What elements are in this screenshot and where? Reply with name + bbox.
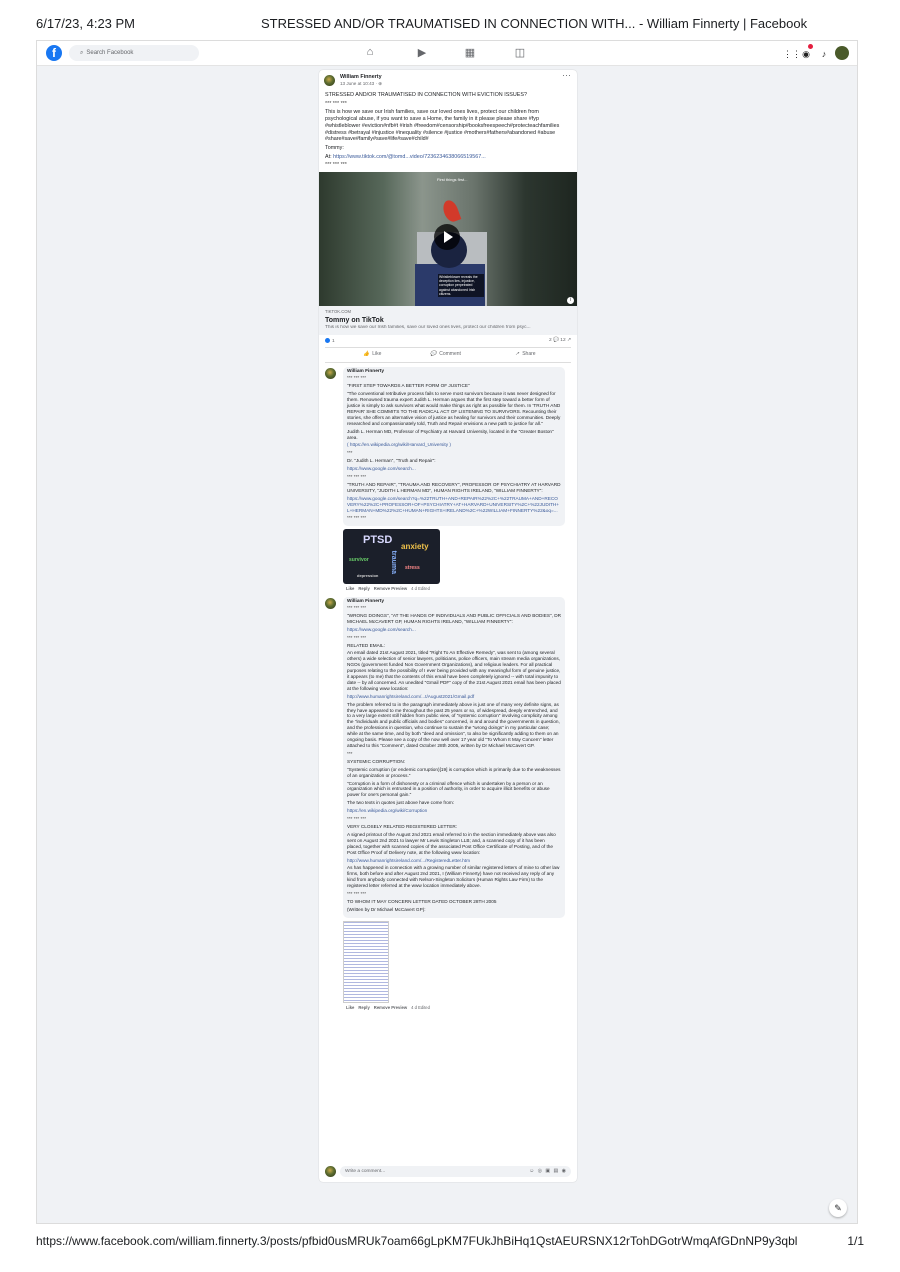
post-tommy: Tommy: [325,144,344,151]
composer-avatar[interactable] [325,1166,336,1177]
comment-paragraph: The problem referred to in the paragraph immediately above is just one of many very definite signs, as they have appeared to me throughout the past 25 years or so, of widespread, deeply entrenched, and to a very large extent still hidden from public view, of "systemic corruption" involving complicity among the "individuals and public officials and bodies" concerned, in and around the governments in question, and the professions in question, who continue to sustain the "wrong doings" in my particular case; while at the same time, and by both "deed and omission", to also be significantly adding to them on an ongoing basis. Please see a copy of the now well over 17 year old "To Whom It May Concern" letter attached to this "Comment", dated October 28th 2005, written by Dr Michael McCavert GP. [347,701,560,749]
play-icon[interactable] [434,224,460,250]
separator: *** *** *** [325,100,347,107]
comment-meta [346,1005,565,1012]
comment-link[interactable]: http://www.humanrightsireland.com/.../RegisteredLetter.htm [347,857,470,863]
marketplace-icon[interactable]: ▦ [464,47,476,59]
like-button[interactable]: 👍 Like [363,351,382,358]
menu-grid-icon[interactable]: ⋮⋮ [783,49,801,59]
info-icon[interactable]: i [567,297,574,304]
search-input[interactable] [69,45,199,61]
letter-document-image[interactable] [343,921,389,1003]
facebook-logo-icon[interactable]: f [46,45,62,61]
comment-title: "WRONG DOINGS", "AT THE HANDS OF INDIVIDUALS AND PUBLIC OFFICIALS AND BODIES", DR MICHAEL McCAVERT GP, HUMAN RIGHTS IRELAND, "WILLIAM FINNERTY": [347,612,561,624]
word-cloud-word: survivor [349,557,369,564]
separator: *** *** *** [325,162,347,169]
comment-share-counts[interactable]: 2 💬 12 ↗ [549,338,571,344]
separator: *** *** *** [347,634,367,640]
like-reaction-icon [325,338,330,343]
remove-preview-button[interactable]: Remove Preview [373,1004,408,1010]
comment-button[interactable]: 💬 Comment [430,351,461,358]
more-options-icon[interactable]: ··· [562,70,571,80]
print-datetime: 6/17/23, 4:23 PM [36,16,136,31]
word-cloud-word: anxiety [401,542,429,552]
comment-paragraph: "The conventional retributive process fails to serve most survivors because it was never designed for them. Renowned trauma expert Judith L. Herman argues that the first step toward a better form of justice is simply to ask survivors what would make things as right as possible for them. In 'TRUTH AND REPAIR' SHE COMMITS TO THE RADICAL ACT OF LISTENING TO SURVIVORS. Recounting their stories, she offers an alternative vision of justice as healing for survivors and their communities. Deeply researched and compassionately told, Truth and Repair envisions a new path to justice for all." [347,391,561,426]
video-caption: Whistleblower reveals the deception lies, injustice, corruption perpetrated against abandoned Irish citizens. [438,274,484,297]
separator: *** *** *** [347,474,367,480]
home-icon[interactable]: ⌂ [366,46,374,58]
separator: *** *** *** [347,604,367,610]
comment-paragraph: "TRUTH AND REPAIR", "TRAUMA AND RECOVERY", PROFESSOR OF PSYCHIATRY AT HARVARD UNIVERSITY, "JUDITH L HERMAN MD", HUMAN RIGHTS IRELAND, "WILLIAM FINNERTY": [347,481,561,493]
comment-link[interactable]: https://en.wikipedia.org/wiki/Corruption [347,808,428,814]
share-button[interactable]: ↗ Share [515,351,536,358]
search-icon: ⌕ [80,50,84,56]
comment-heading: TO WHOM IT MAY CONCERN LETTER DATED OCTOBER 28TH 2005 [347,898,497,904]
comment-bubble [343,367,565,526]
comment-edited[interactable]: Edited [418,586,430,592]
video-icon[interactable]: ▶ [417,47,427,59]
comment-author[interactable]: William Finnerty [347,369,385,375]
link-description: This is how we save our Irish families, save our loved ones lives, protect our children from psyc... [325,324,531,330]
thumbs-up-icon: 👍 [363,351,370,358]
comment-paragraph: The two texts in quotes just above have come from: [347,800,455,806]
post-heading: STRESSED AND/OR TRAUMATISED IN CONNECTION WITH EVICTION ISSUES? [325,92,527,98]
comment-link[interactable]: https://www.google.com/search?q=%22TRUTH+AND+REPAIR%22%2C+%22TRAUMA+AND+RECOVERY%22%2C+PROFESSOR+OF+PSYCHIATRY+AT+HARVARD+UNIVERSITY%2C+%22JUDITH+L+HERMAN+MD%22%2C+HUMAN+RIGHTS+IRELAND%2C+%22WILLIAM+FINNERTY%22&oq=... [347,495,560,513]
comment-link[interactable]: https://www.google.com/search... [347,466,416,472]
post-header [319,70,577,92]
account-avatar[interactable] [835,46,849,60]
ptsd-word-cloud-image[interactable] [343,529,440,584]
comment-edited[interactable]: Edited [418,1004,430,1010]
comment-link[interactable]: http://www.humanrightsireland.com/...t/August2021/Gmail.pdf [347,693,475,699]
comment-paragraph: "Systemic corruption (or endemic corruption)[19] is corruption which is primarily due to the weaknesses of an organization or process." [347,766,561,778]
link-domain: TIKTOK.COM [325,309,351,315]
comment-input-placeholder: Write a comment... [345,1169,386,1174]
comment-paragraph: Judith L. Herman MD, Professor of Psychiatry at Harvard University, located in the "Greater Boston" area. [347,428,554,440]
flower-shape [441,198,462,223]
post-body [319,92,577,169]
like-count[interactable]: 1 [325,338,335,345]
separator: *** [347,450,353,456]
comment-heading: RELATED EMAIL: [347,642,385,648]
author-avatar[interactable] [324,75,335,86]
separator: *** *** *** [347,891,367,897]
comment [319,597,577,1011]
new-message-icon[interactable]: ✎ [829,1199,847,1217]
comment-heading: VERY CLOSELY RELATED REGISTERED LETTER: [347,823,458,829]
video-top-text: First things first... [437,177,468,183]
comment-paragraph: As has happened in connection with a growing number of similar registered letters of mine to other law firms, both before and after August 2nd 2021, I (William Finnerty) have not received any reply of any kind from anybody connected with Nelson-Singleton Solicitors (Human Rights Law Firm) to the registered letter referred at the www location immediately above. [347,865,560,889]
print-header [36,16,864,36]
comment-input[interactable] [340,1166,571,1177]
share-icon: ↗ [515,351,520,358]
account-controls [778,44,849,62]
comment-heading: (Written by Dr Michael McCavert GP): [347,906,426,912]
notifications-icon[interactable]: ♪ [821,49,827,59]
composer-icons[interactable]: ☺ ◎ ▣ ▤ ◉ [529,1168,567,1174]
post-meta[interactable]: 13 June at 10:43 · ⊕ [340,81,383,86]
comment [319,367,577,593]
print-title: STRESSED AND/OR TRAUMATISED IN CONNECTION WITH... - William Finnerty | Facebook [261,16,808,31]
comment-composer [325,1166,571,1177]
word-cloud-word: stress [405,565,420,572]
comment-avatar[interactable] [325,368,336,379]
post-link[interactable]: https://www.tiktok.com/@tomd...video/7236234638066519567... [333,153,486,160]
separator: *** *** *** [347,515,367,521]
link-title: Tommy on TikTok [325,316,384,324]
post-author[interactable]: William Finnerty [340,74,382,80]
search-placeholder: Search Facebook [86,50,134,56]
separator: *** *** *** [347,816,367,822]
link-preview[interactable] [319,306,577,335]
comment-like-button[interactable]: Like [346,1004,355,1010]
post-text: This is how we save our Irish families, save our loved ones lives, protect our children from psychological abuse, if you want to save a Home, the family in it please please share #fyp #whistleblower #eviction#nfb#t #irish #freedom#censorship#booksfreespeech#protecteachfamilies #distress #betrayal #injustice #inequality #silence #justice #mothers#fathers#abandoned #abuse #share#save#family#save#life#save#child# [325,109,560,143]
comment-paragraph: Dr. "Judith L. Herman", "Truth and Repair": [347,458,436,464]
separator: *** [347,750,353,756]
comment-meta [346,586,565,593]
browser-viewport [36,40,858,1224]
comment-icon: 💬 [430,351,437,358]
print-url: https://www.facebook.com/william.finnerty.3/posts/pfbid0usMRUk7oam66gLpKM7FUkJhBiHq1QstAEURSNX12rTohDGotrWmqAfGDnNP9y3qbl [36,1234,798,1248]
comment-paragraph: "Corruption is a form of dishonesty or a criminal offence which is undertaken by a person or an organization which is entrusted in a position of authority, in order to acquire illicit benefits or abuse power for one's personal gain." [347,780,550,798]
comment-title: "FIRST STEP TOWARDS A BETTER FORM OF JUSTICE" [347,383,470,389]
comment-author[interactable]: William Finnerty [347,599,385,605]
gaming-icon[interactable]: ◫ [514,47,526,59]
post-actions [325,348,571,363]
comment-link[interactable]: https://www.google.com/search... [347,626,416,632]
word-cloud-word: PTSD [363,534,393,547]
comment-time[interactable]: 4 d [411,1004,417,1010]
comment-reply-button[interactable]: Reply [358,1004,370,1010]
word-cloud-word: trauma [390,551,398,575]
comment-reply-button[interactable]: Reply [358,586,370,592]
comment-like-button[interactable]: Like [346,586,355,592]
print-page-number: 1/1 [847,1234,864,1248]
comment-bubble [343,597,565,918]
comment-heading: SYSTEMIC CORRUPTION: [347,758,406,764]
comment-paragraph: An email dated 21st August 2021, titled "Right To An Effective Remedy", was sent to (among several others) a wide selection of senior lawyers, politicians, police officers, main stream media organizations, NGOs (government funded Non Government Organizations), and religious leaders. For all practical purposes relating to the possibility of I ever being provided with any meaningful form of genuine justice, it appears (to me) that the contents of this email have been completely ignored -- with total impunity to date -- by all concerned. An unedited "Gmail PDF" copy of the 21st August 2021 email has been placed at the following www location: [347,650,561,691]
video-preview[interactable] [319,172,577,306]
facebook-topbar [37,41,857,66]
messenger-icon[interactable]: ◉ [802,49,810,59]
comment-time[interactable]: 4 d [411,586,417,592]
remove-preview-button[interactable]: Remove Preview [373,586,408,592]
comment-paragraph: A signed printout of the August 2nd 2021 email referred to in the section immediately above was also sent on August 2nd 2021 to lawyer Mr Lewis Singleton LLB; and, a scanned copy of it has been placed, together with scanned copies of the associated Post Office Certificate of Posting, and of the Post Office Proof of Delivery note, at the following www location: [347,831,556,855]
post-card [319,70,577,1182]
separator: *** *** *** [347,375,367,381]
post-stats [325,335,571,348]
notification-badge [808,44,813,49]
comment-avatar[interactable] [325,598,336,609]
word-cloud-word: depression [357,573,379,579]
post-at-label: At: [325,153,332,160]
comment-link[interactable]: ( https://en.wikipedia.org/wiki/Harvard_University ) [347,442,451,448]
